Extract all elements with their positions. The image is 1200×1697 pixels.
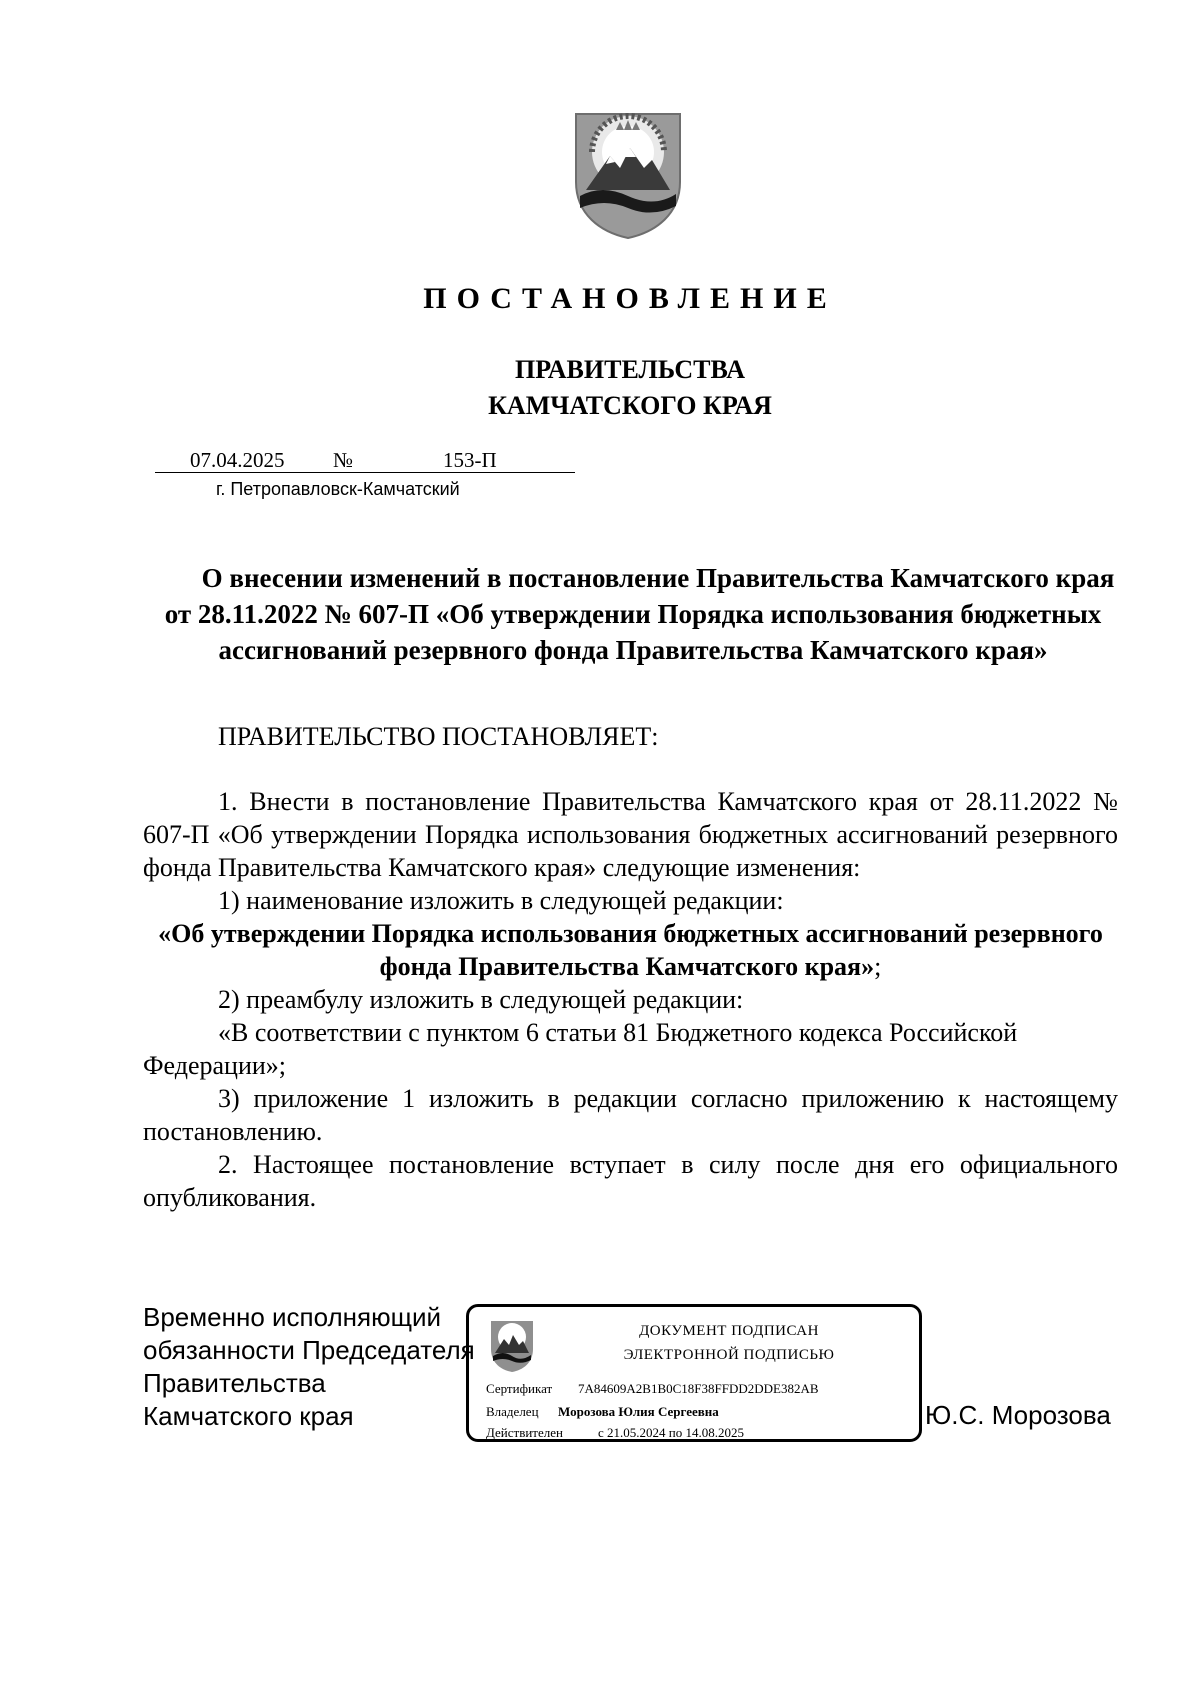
- stamp-owner-row: [486, 1404, 719, 1420]
- stamp-validity-value: с 21.05.2024 по 14.08.2025: [598, 1425, 744, 1440]
- stamp-validity-row: [486, 1425, 744, 1441]
- document-number: 153-П: [443, 448, 497, 472]
- paragraph-1-item-2-quote-end: Федерации»;: [143, 1051, 287, 1080]
- new-title-quote: «Об утверждении Порядка использования бюджетных ассигнований резервного фонда Правительства Камчатского края»: [158, 919, 1103, 981]
- stamp-title: [549, 1319, 909, 1367]
- signer-name: Ю.С. Морозова: [925, 1400, 1111, 1430]
- paragraph-1: 1. Внести в постановление Правительства Камчатского края от 28.11.2022 № 607-П «Об утверждении Порядка использования бюджетных ассигнований резервного фонда Правительства Камчатского края» следующие изменения:: [143, 787, 1118, 882]
- signer-position: [143, 1301, 475, 1433]
- stamp-emblem-icon: [489, 1319, 535, 1373]
- stamp-certificate-row: [486, 1381, 819, 1397]
- paragraph-1-item-1: 1) наименование изложить в следующей редакции:: [218, 886, 784, 915]
- paragraph-2: 2. Настоящее постановление вступает в силу после дня его официального опубликования.: [143, 1150, 1118, 1212]
- signer-position-line-3: Правительства: [143, 1368, 326, 1398]
- paragraph-1-item-2-quote: «В соответствии с пунктом 6 статьи 81 Бюджетного кодекса Российской: [218, 1018, 1018, 1047]
- document-type-title: ПОСТАНОВЛЕНИЕ: [423, 282, 837, 315]
- stamp-title-line-1: ДОКУМЕНТ ПОДПИСАН: [639, 1323, 819, 1339]
- paragraph-1-item-1-quote: [143, 917, 1118, 983]
- issuer-line-2: КАМЧАТСКОГО КРАЯ: [488, 391, 772, 420]
- document-date: 07.04.2025: [190, 448, 285, 472]
- document-subject: О внесении изменений в постановление Правительства Камчатского края от 28.11.2022 № 607-П «Об утверждении Порядка использования бюджетных ассигнований резервного фонда Правительства Камчатского края»: [164, 563, 1115, 665]
- signer-position-line-1: Временно исполняющий: [143, 1302, 442, 1332]
- issuer-block: [0, 352, 1200, 424]
- registration-line: [155, 448, 575, 473]
- signer-position-line-2: обязанности Председателя: [143, 1335, 475, 1365]
- paragraph-1-item-2: 2) преамбулу изложить в следующей редакции:: [218, 985, 744, 1014]
- resolves-heading: [218, 720, 1193, 753]
- stamp-certificate-value: 7A84609A2B1B0C18F38FFDD2DDE382AB: [578, 1381, 819, 1396]
- paragraph-1-item-3: 3) приложение 1 изложить в редакции согласно приложению к настоящему постановлению.: [143, 1084, 1118, 1146]
- coat-of-arms-emblem: [572, 110, 684, 240]
- stamp-certificate-label: Сертификат: [486, 1381, 553, 1396]
- number-sign: №: [333, 448, 354, 472]
- signer-position-line-4: Камчатского края: [143, 1401, 354, 1431]
- electronic-signature-stamp: [466, 1304, 922, 1442]
- resolves-text: ПРАВИТЕЛЬСТВО ПОСТАНОВЛЯЕТ:: [218, 722, 659, 751]
- document-body: [143, 785, 1118, 1214]
- stamp-title-line-2: ЭЛЕКТРОННОЙ ПОДПИСЬЮ: [623, 1347, 835, 1363]
- stamp-owner-label: Владелец: [486, 1404, 539, 1419]
- stamp-owner-value: Морозова Юлия Сергеевна: [558, 1404, 719, 1419]
- stamp-validity-label: Действителен: [486, 1425, 563, 1440]
- new-title-tail: ;: [874, 952, 882, 981]
- issuer-line-1: ПРАВИТЕЛЬСТВА: [515, 355, 745, 384]
- city: г. Петропавловск-Камчатский: [216, 479, 460, 499]
